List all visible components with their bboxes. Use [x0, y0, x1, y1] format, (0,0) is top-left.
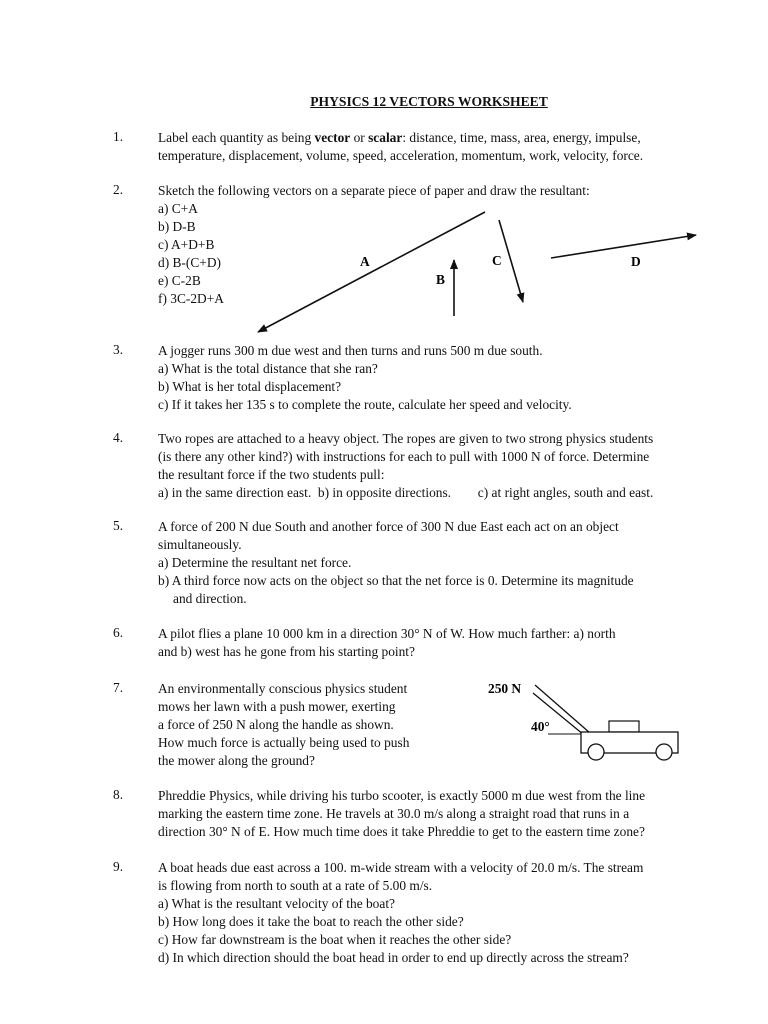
- question-number: 8.: [113, 787, 124, 802]
- list-item: c) If it takes her 135 s to complete the route, calculate her speed and velocity.: [158, 397, 572, 412]
- question-number: 5.: [113, 518, 124, 533]
- question-text: temperature, displacement, volume, speed, acceleration, momentum, work, velocity, force.: [158, 148, 644, 163]
- list-item: and direction.: [173, 591, 247, 606]
- question-text: the mower along the ground?: [158, 753, 315, 768]
- vector-a-arrow: [258, 212, 485, 332]
- question-number: 3.: [113, 342, 124, 357]
- list-item: c) How far downstream is the boat when it reaches the other side?: [158, 932, 512, 947]
- vector-a-label: A: [360, 254, 370, 269]
- list-item: a) What is the resultant velocity of the boat?: [158, 896, 395, 911]
- list-item: f) 3C-2D+A: [158, 291, 224, 306]
- question-text: simultaneously.: [158, 537, 242, 552]
- mower-engine: [609, 721, 639, 732]
- question-text: How much force is actually being used to push: [158, 735, 410, 750]
- question-text: marking the eastern time zone. He travels at 30.0 m/s along a straight road that runs in a: [158, 806, 630, 821]
- question-text: A jogger runs 300 m due west and then turns and runs 500 m due south.: [158, 343, 543, 358]
- question-text: and b) west has he gone from his starting point?: [158, 644, 415, 659]
- question-number: 6.: [113, 625, 124, 640]
- list-item: c) A+D+B: [158, 237, 215, 252]
- worksheet-title: PHYSICS 12 VECTORS WORKSHEET: [310, 94, 548, 109]
- question-text: direction 30° N of E. How much time does it take Phreddie to get to the eastern time zone?: [158, 824, 645, 839]
- question-text: mows her lawn with a push mower, exerting: [158, 699, 396, 714]
- question-text: Label each quantity as being vector or scalar: distance, time, mass, area, energy, impulse,: [158, 130, 641, 145]
- question-text: a force of 250 N along the handle as shown.: [158, 717, 394, 732]
- vector-d-label: D: [631, 254, 641, 269]
- question-text: An environmentally conscious physics student: [158, 681, 408, 696]
- vector-b-label: B: [436, 272, 445, 287]
- question-number: 1.: [113, 129, 124, 144]
- vector-d-arrow: [551, 235, 696, 258]
- angle-label: 40°: [531, 719, 550, 734]
- mower-wheel: [588, 744, 604, 760]
- list-item: b) D-B: [158, 219, 196, 234]
- list-item: a) C+A: [158, 201, 198, 216]
- question-number: 2.: [113, 182, 124, 197]
- list-item: d) In which direction should the boat head in order to end up directly across the stream?: [158, 950, 629, 965]
- question-number: 4.: [113, 430, 124, 445]
- question-text: Sketch the following vectors on a separate piece of paper and draw the resultant:: [158, 183, 590, 198]
- question-number: 7.: [113, 680, 124, 695]
- list-item: b) A third force now acts on the object so that the net force is 0. Determine its magnitude: [158, 573, 634, 588]
- vector-c-label: C: [492, 253, 502, 268]
- vector-c-arrow: [499, 220, 523, 302]
- list-item: d) B-(C+D): [158, 255, 221, 270]
- question-text: A force of 200 N due South and another force of 300 N due East each act on an object: [158, 519, 619, 534]
- question-text: Phreddie Physics, while driving his turbo scooter, is exactly 5000 m due west from the line: [158, 788, 646, 803]
- mower-diagram: [488, 681, 678, 760]
- question-text: is flowing from north to south at a rate of 5.00 m/s.: [158, 878, 433, 893]
- list-item: a) Determine the resultant net force.: [158, 555, 352, 570]
- mower-wheel: [656, 744, 672, 760]
- question-text: A boat heads due east across a 100. m-wide stream with a velocity of 20.0 m/s. The stream: [158, 860, 644, 875]
- list-item: e) C-2B: [158, 273, 201, 288]
- question-text: A pilot flies a plane 10 000 km in a direction 30° N of W. How much farther: a) north: [158, 626, 616, 641]
- list-item: b) What is her total displacement?: [158, 379, 342, 394]
- list-item: a) in the same direction east. b) in opposite directions. c) at right angles, south and east.: [158, 485, 654, 500]
- question-text: the resultant force if the two students pull:: [158, 467, 385, 482]
- question-text: Two ropes are attached to a heavy object. The ropes are given to two strong physics students: [158, 431, 654, 446]
- list-item: a) What is the total distance that she ran?: [158, 361, 378, 376]
- force-label: 250 N: [488, 681, 522, 696]
- question-text: (is there any other kind?) with instructions for each to pull with 1000 N of force. Determine: [158, 449, 650, 464]
- list-item: b) How long does it take the boat to reach the other side?: [158, 914, 464, 929]
- question-number: 9.: [113, 859, 124, 874]
